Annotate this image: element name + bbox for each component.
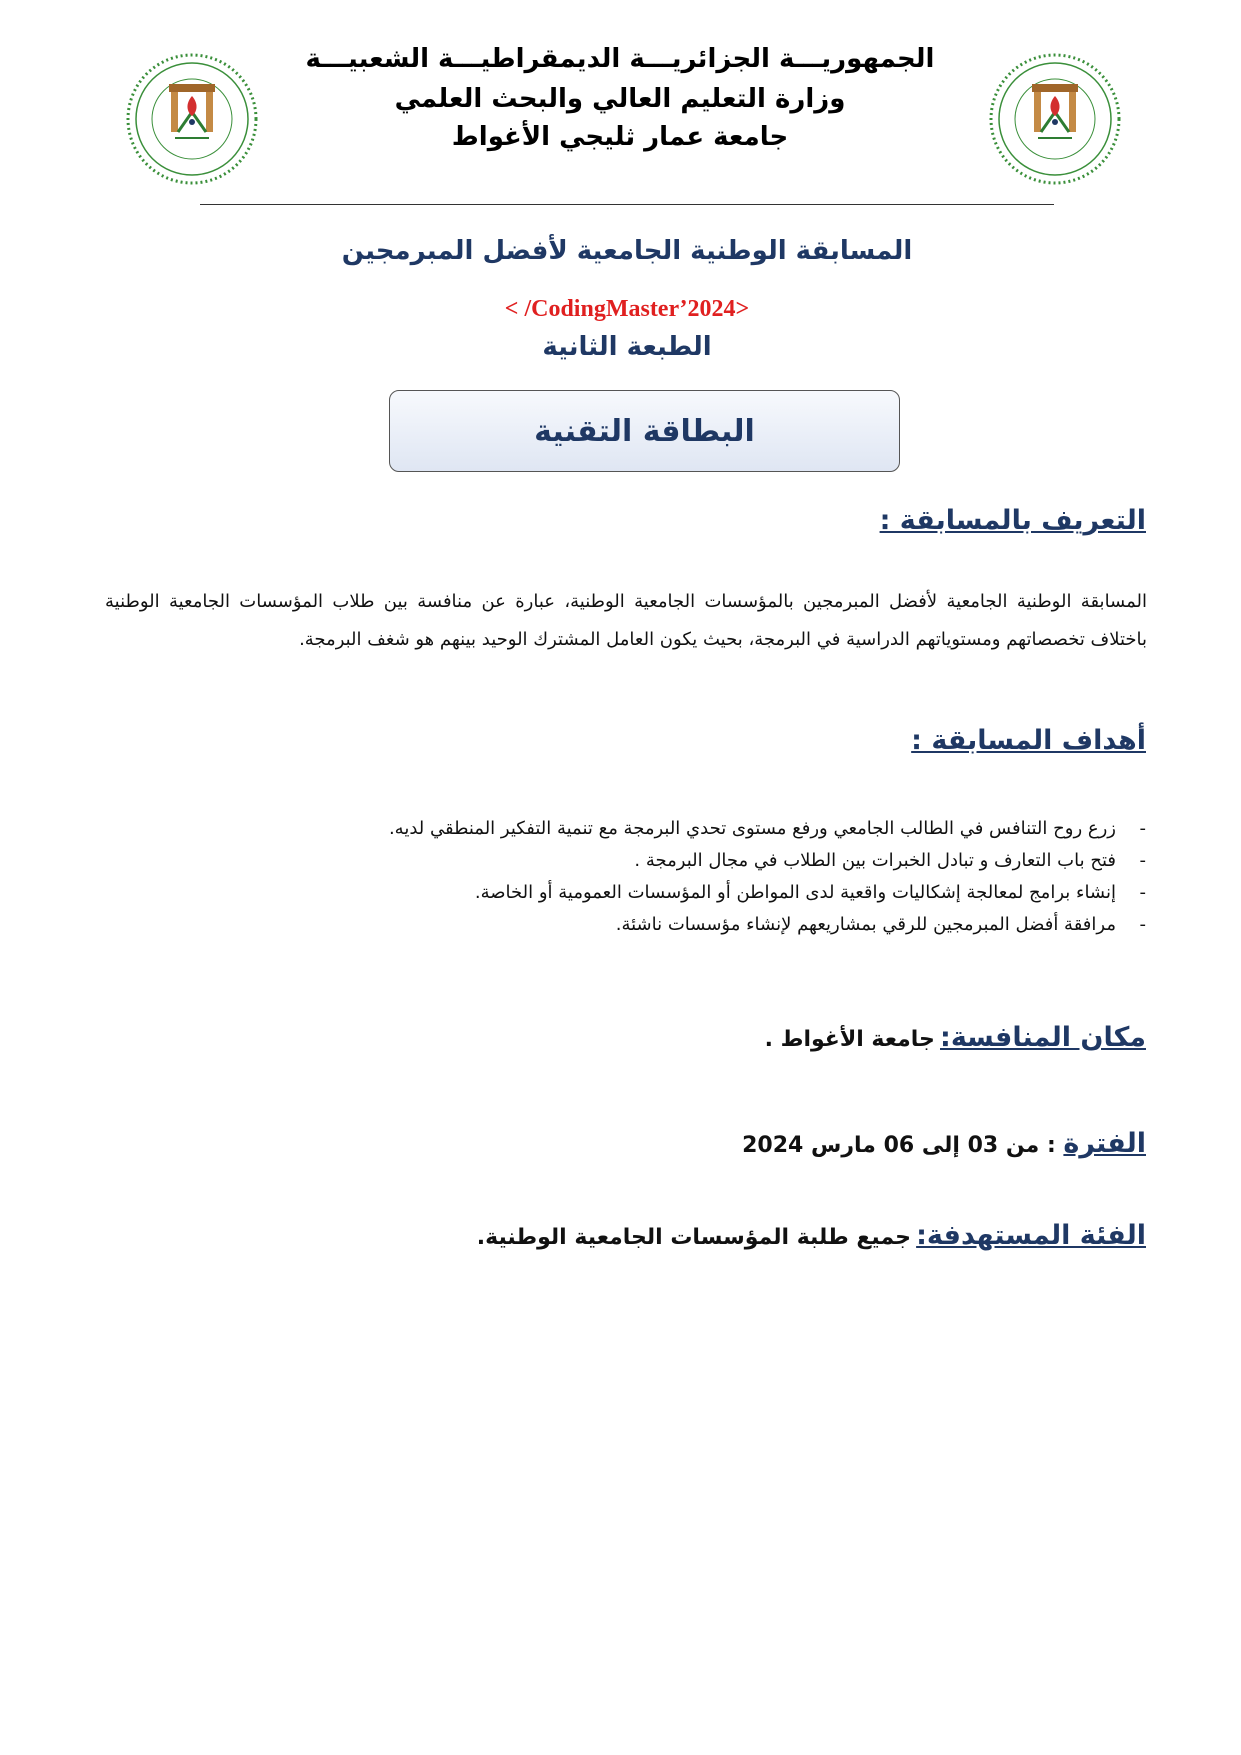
venue-value: جامعة الأغواط . — [764, 1027, 935, 1052]
target-label: الفئة المستهدفة: — [916, 1220, 1146, 1251]
goal-item: - إنشاء برامج لمعالجة إشكاليات واقعية لدى المواطن أو المؤسسات العمومية أو الخاصة. — [146, 877, 1146, 909]
dash-bullet-icon: - — [1139, 850, 1146, 871]
goals-list — [146, 813, 1146, 941]
period-label: الفترة — [1063, 1128, 1146, 1159]
goal-item: - فتح باب التعارف و تبادل الخبرات بين الطلاب في مجال البرمجة . — [146, 845, 1146, 877]
period-separator: : — [1039, 1133, 1064, 1158]
dash-bullet-icon: - — [1139, 882, 1146, 903]
header-ministry: وزارة التعليم العالي والبحث العلمي — [394, 84, 846, 114]
dash-bullet-icon: - — [1139, 818, 1146, 839]
venue-row — [765, 1022, 1146, 1053]
competition-code-name: < /CodingMaster’2024> — [504, 296, 750, 322]
venue-label: مكان المنافسة: — [940, 1022, 1146, 1053]
period-row — [742, 1128, 1146, 1159]
edition-label: الطبعة الثانية — [542, 332, 712, 362]
dash-bullet-icon: - — [1139, 914, 1146, 935]
goals-heading: أهداف المسابقة : — [911, 725, 1146, 756]
target-value: جميع طلبة المؤسسات الجامعية الوطنية. — [476, 1225, 912, 1250]
goal-item: - مرافقة أفضل المبرمجين للرقي بمشاريعهم لإنشاء مؤسسات ناشئة. — [146, 909, 1146, 941]
technical-card-title: البطاقة التقنية — [534, 413, 755, 449]
target-row — [477, 1220, 1146, 1251]
university-logo-left — [125, 52, 259, 186]
competition-title: المسابقة الوطنية الجامعية لأفضل المبرمجين — [341, 236, 913, 266]
header-divider — [200, 204, 1054, 205]
definition-paragraph: المسابقة الوطنية الجامعية لأفضل المبرمجين بالمؤسسات الجامعية الوطنية، عبارة عن منافسة بين طلاب المؤسسات الجامعية الوطنية باختلاف تخصصاتهم ومستوياتهم الدراسية في البرمجة، بحيث يكون العامل المشترك الوحيد بينهم هو شغف البرمجة. — [105, 591, 1147, 650]
university-logo-right — [988, 52, 1122, 186]
header-university: جامعة عمار ثليجي الأغواط — [451, 122, 789, 152]
period-value: من 03 إلى 06 مارس 2024 — [742, 1133, 1040, 1158]
header-republic: الجمهوريـــة الجزائريـــة الديمقراطيـــة الشعبيـــة — [305, 44, 935, 74]
technical-card-box — [389, 390, 900, 472]
definition-heading: التعريف بالمسابقة : — [879, 505, 1146, 536]
goal-item: - زرع روح التنافس في الطالب الجامعي ورفع مستوى تحدي البرمجة مع تنمية التفكير المنطقي لديه. — [146, 813, 1146, 845]
